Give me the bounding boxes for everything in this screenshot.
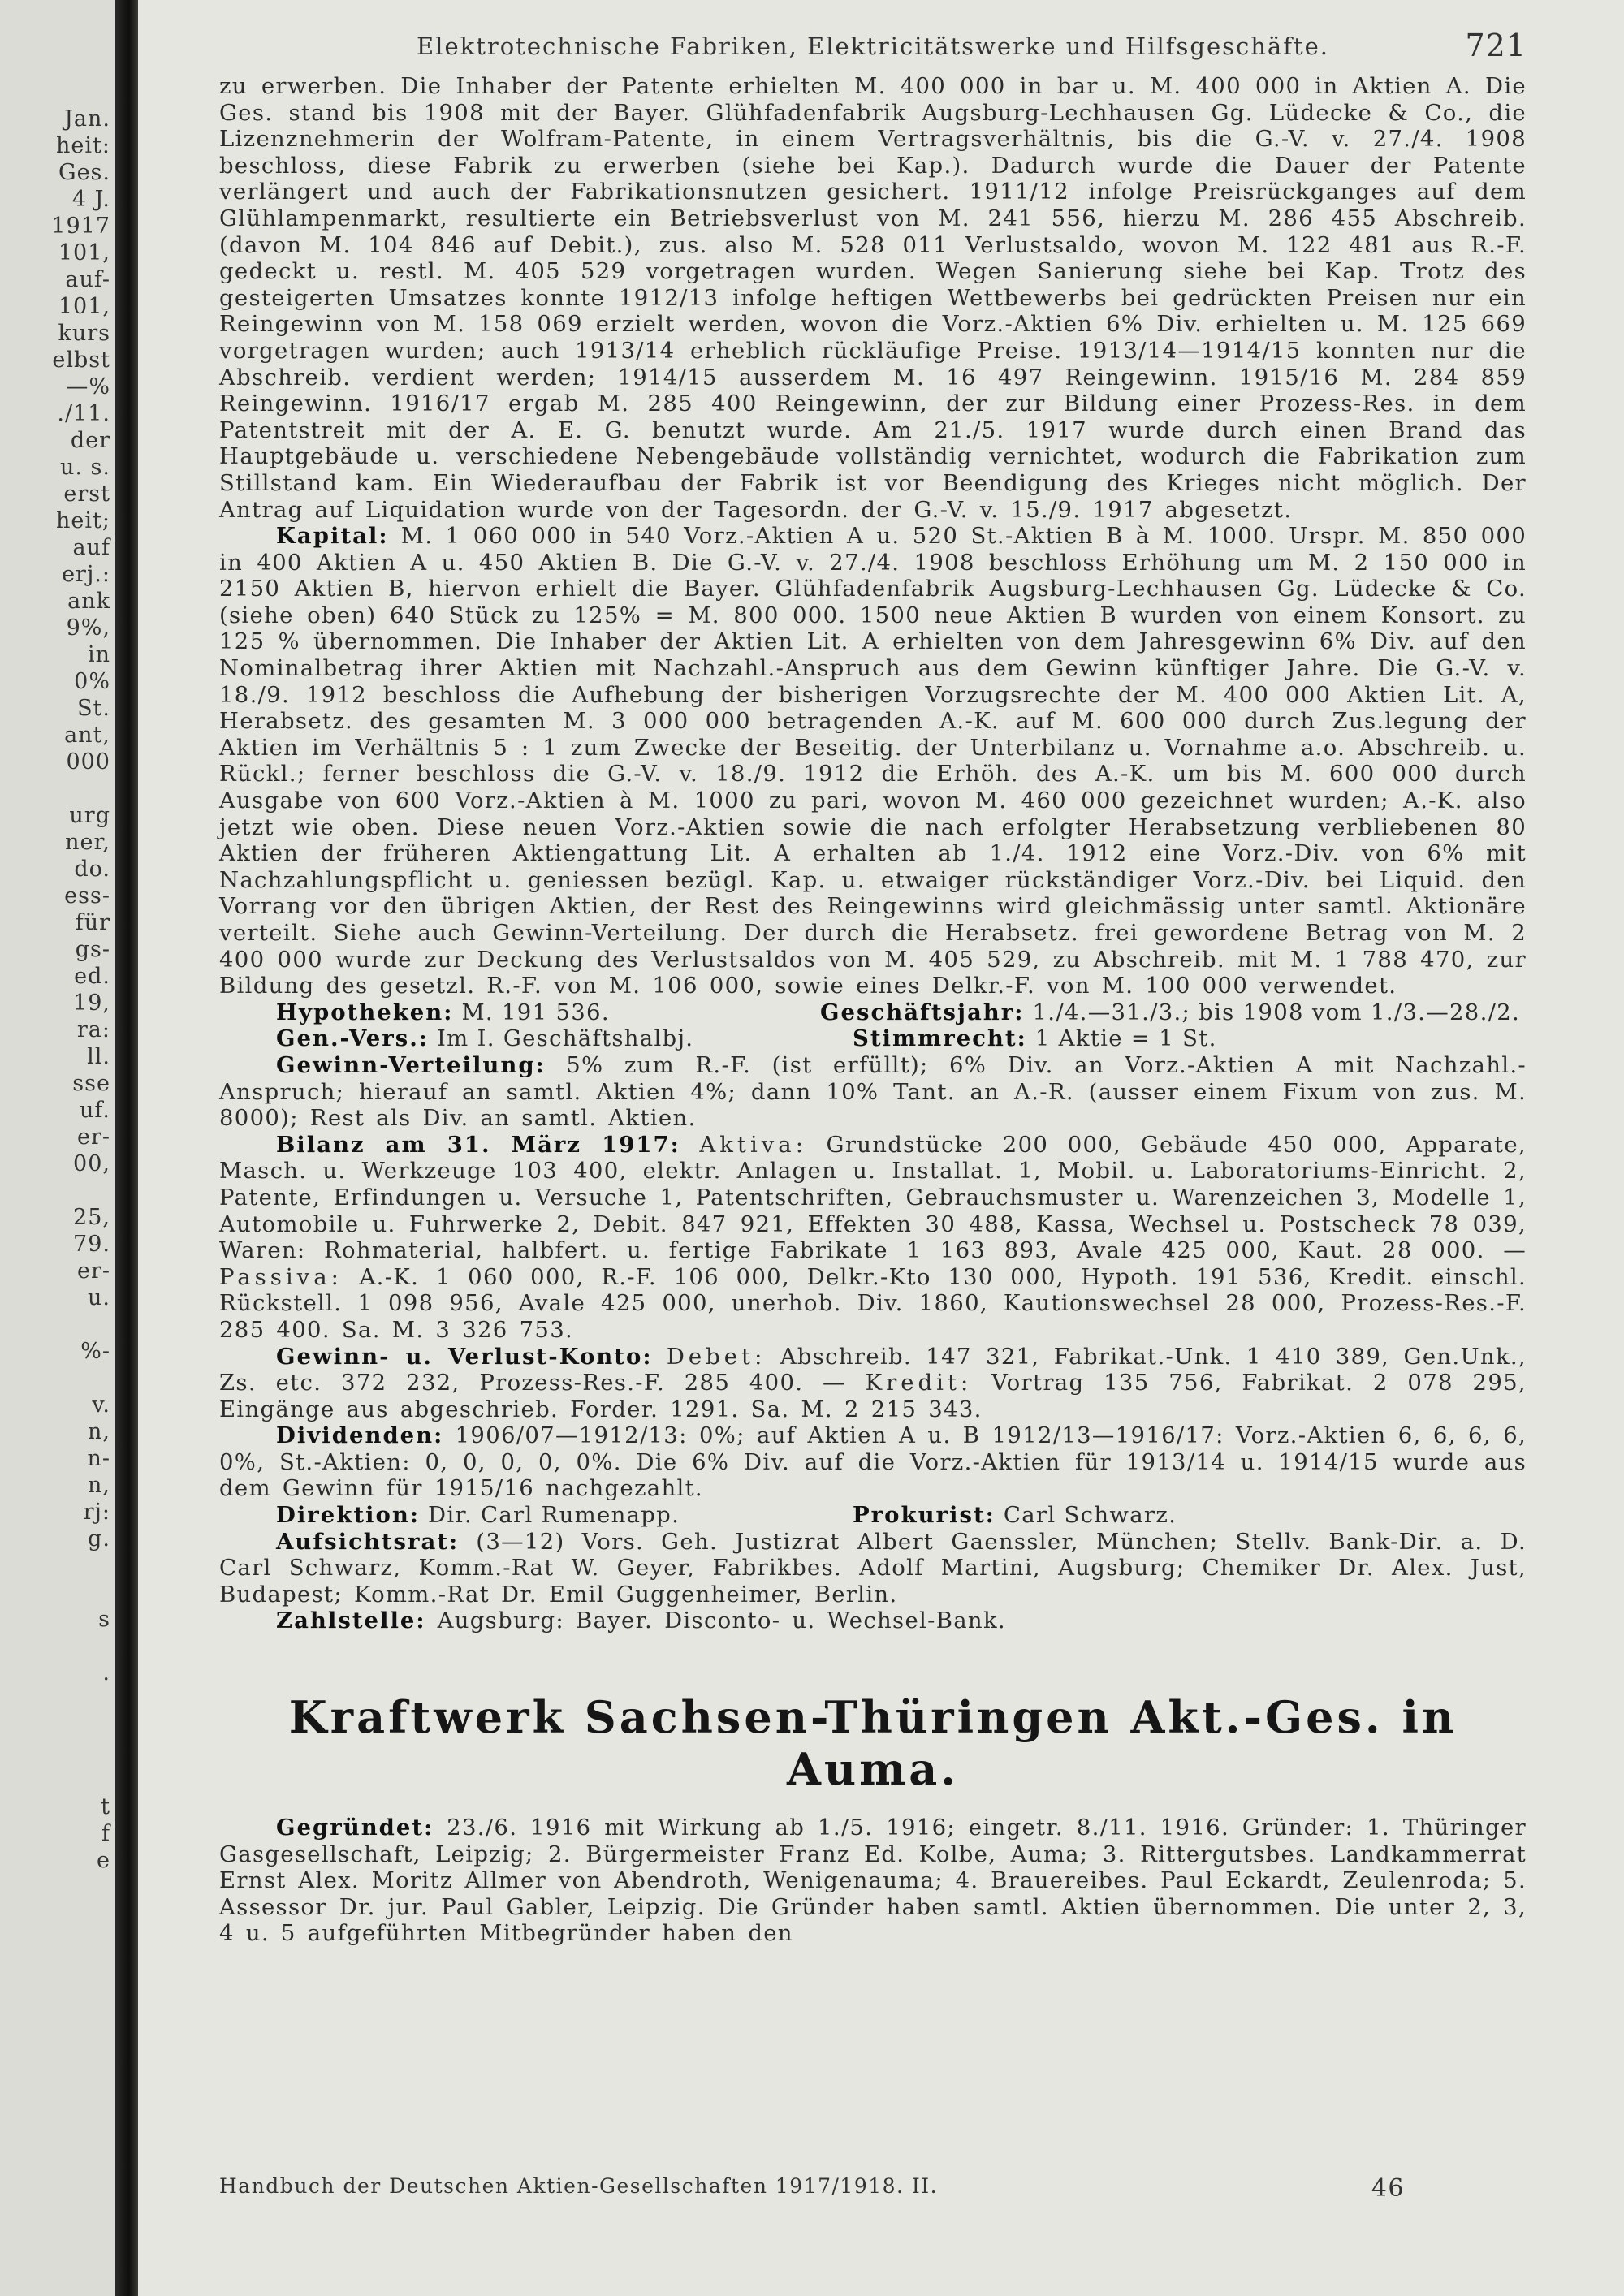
zahlstelle-section xyxy=(219,1608,1527,1634)
adjacent-text-fragment: auf xyxy=(72,535,110,560)
adjacent-text-fragment: er- xyxy=(76,1258,110,1284)
aufsichtsrat-text: (3—12) Vors. Geh. Justizrat Albert Gaenssler, München; Stellv. Bank-Dir. a. D. Carl Schwarz, Komm.-Rat W. Geyer, Fabrikbes. Adolf Martini, Augsburg; Chemiker Dr. Alex. Just, Budapest; Komm.-Rat Dr. Emil Guggenheimer, Berlin. xyxy=(219,1528,1527,1608)
bilanz-label: Bilanz am 31. März 1917: xyxy=(276,1131,680,1158)
adjacent-text-fragment: er- xyxy=(76,1124,110,1150)
adjacent-text-fragment: u. xyxy=(88,1285,110,1310)
genvers-text: Im I. Geschäftshalbj. xyxy=(437,1025,694,1052)
adjacent-text-fragment: urg xyxy=(69,803,110,828)
adjacent-text-fragment: 00, xyxy=(73,1151,110,1176)
adjacent-text-fragment: elbst xyxy=(52,347,110,373)
adjacent-text-fragment: sse xyxy=(72,1071,110,1096)
genvers-label: Gen.-Vers.: xyxy=(276,1025,429,1052)
adjacent-text-fragment: 1917 xyxy=(51,214,110,239)
dividenden-label: Dividenden: xyxy=(276,1422,444,1449)
adjacent-text-fragment: erst xyxy=(63,481,110,507)
adjacent-text-fragment: 25, xyxy=(73,1205,110,1230)
adjacent-text-fragment: in xyxy=(87,642,110,667)
dividenden-section xyxy=(219,1422,1527,1502)
prokurist-label: Prokurist: xyxy=(853,1502,996,1529)
adjacent-page-fragment xyxy=(0,0,115,2296)
bilanz-passiva-label: Passiva: xyxy=(219,1263,343,1290)
adjacent-text-fragment: kurs xyxy=(58,321,110,346)
adjacent-text-fragment: 19, xyxy=(73,990,110,1016)
direktion-label: Direktion: xyxy=(276,1502,420,1529)
adjacent-text-fragment: ant, xyxy=(64,723,110,748)
dividenden-text: 1906/07—1912/13: 0%; auf Aktien A u. B 1912/13—1916/17: Vorz.-Aktien 6, 6, 6, 6, 0%, St.-Aktien: 0, 0, 0, 0, 0%. Die 6% Div. auf die Vorz.-Aktien für 1913/14 u. 1914/15 wurde aus dem Gewinn für 1915/16 nachgezahlt. xyxy=(219,1422,1527,1502)
adjacent-text-fragment: s xyxy=(98,1607,110,1632)
adjacent-text-fragment: . xyxy=(102,1660,110,1685)
adjacent-text-fragment: n- xyxy=(87,1446,110,1471)
adjacent-text-fragment: 79. xyxy=(73,1232,110,1257)
adjacent-text-fragment: ed. xyxy=(74,964,110,989)
gegruendet-text: 23./6. 1916 mit Wirkung ab 1./5. 1916; eingetr. 8./11. 1916. Gründer: 1. Thüringer Gasgesellschaft, Leipzig; 2. Bürgermeister Franz Ed. Kolbe, Auma; 3. Rittergutsbes. Landkammerrat Ernst Alex. Moritz Allmer von Abendroth, Wenigenauma; 4. Brauereibes. Paul Eckardt, Zeulenroda; 5. Assessor Dr. jur. Paul Gabler, Leipzig. Die Gründer haben samtl. Aktien übernommen. Die unter 2, 3, 4 u. 5 aufgeführten Mitbegründer haben den xyxy=(219,1815,1527,1947)
guv-debet-text: Abschreib. 147 321, Fabrikat.-Unk. 1 410 389, Gen.Unk., Zs. etc. 372 232, Prozess-Res.-F. 285 400. — xyxy=(219,1343,1527,1396)
document-page xyxy=(138,0,1624,2296)
adjacent-text-fragment: e xyxy=(97,1848,110,1873)
aufsichtsrat-label: Aufsichtsrat: xyxy=(276,1528,460,1555)
page-number: 721 xyxy=(1465,28,1527,63)
aufsichtsrat-section xyxy=(219,1529,1527,1608)
bilanz-passiva-text: A.-K. 1 060 000, R.-F. 106 000, Delkr.-Kto 130 000, Hypoth. 191 536, Kredit. einschl. Rückstell. 1 098 956, Avale 425 000, unerhob. Div. 1860, Kautionswechsel 28 000, Prozess-Res.-F. 285 400. Sa. M. 3 326 753. xyxy=(219,1263,1527,1343)
adjacent-text-fragment: do. xyxy=(74,857,110,882)
adjacent-text-fragment: n, xyxy=(88,1473,110,1498)
gegruendet-section xyxy=(219,1815,1527,1947)
adjacent-text-fragment: auf- xyxy=(65,267,110,292)
adjacent-text-fragment: der xyxy=(70,428,110,453)
adjacent-text-fragment: heit: xyxy=(56,133,110,158)
adjacent-text-fragment: heit; xyxy=(56,508,110,533)
company-title: Kraftwerk Sachsen-Thüringen Akt.-Ges. in Auma. xyxy=(288,1691,1458,1796)
guv-kredit-label: Kredit: xyxy=(865,1370,973,1396)
page-content xyxy=(219,28,1527,1947)
running-title: Elektrotechnische Fabriken, Elektricitätswerke und Hilfsgeschäfte. xyxy=(417,32,1329,60)
book-gutter xyxy=(115,0,138,2296)
adjacent-text-fragment: %- xyxy=(80,1339,110,1364)
direktion-prokurist-row xyxy=(219,1502,1527,1529)
gegruendet-label: Gegründet: xyxy=(276,1815,434,1841)
bilanz-aktiva-label: Aktiva: xyxy=(699,1131,807,1158)
adjacent-text-fragment: 101, xyxy=(58,240,110,265)
gewinnverteilung-label: Gewinn-Verteilung: xyxy=(276,1051,546,1078)
adjacent-text-fragment: ner, xyxy=(65,830,110,855)
footer-page-number: 46 xyxy=(1371,2174,1405,2203)
gewinnverteilung-text: 5% zum R.-F. (ist erfüllt); 6% Div. an Vorz.-Aktien A mit Nachzahl.-Anspruch; hierauf an samtl. Aktien 4%; dann 10% Tant. an A.-R. (ausser einem Fixum von zus. M. 8000); Rest als Div. an samtl. Aktien. xyxy=(219,1051,1527,1132)
adjacent-text-fragment: u. s. xyxy=(60,455,110,480)
bilanz-section xyxy=(219,1132,1527,1344)
adjacent-text-fragment: ank xyxy=(67,589,110,614)
hypotheken-geschaeftsjahr-row xyxy=(219,999,1527,1026)
genvers-stimmrecht-row xyxy=(219,1025,1527,1052)
adjacent-text-fragment: erj.: xyxy=(62,562,110,587)
adjacent-text-fragment: ./11. xyxy=(57,401,110,426)
page-footer xyxy=(219,2174,1527,2203)
adjacent-text-fragment: 0% xyxy=(74,669,110,694)
adjacent-text-fragment: rj: xyxy=(83,1500,110,1525)
adjacent-text-fragment: v. xyxy=(92,1392,110,1418)
adjacent-text-fragment: 000 xyxy=(66,749,110,775)
kapital-label: Kapital: xyxy=(276,523,389,550)
adjacent-text-fragment: g. xyxy=(88,1526,110,1552)
adjacent-text-fragment: 9%, xyxy=(66,615,110,641)
adjacent-text-fragment: —% xyxy=(66,374,110,399)
hypotheken-label: Hypotheken: xyxy=(276,999,454,1025)
intro-paragraph: zu erwerben. Die Inhaber der Patente erhielten M. 400 000 in bar u. M. 400 000 in Aktien A. Die Ges. stand bis 1908 mit der Bayer. Glühfadenfabrik Augsburg-Lechhausen Gg. Lüdecke & Co., die Lizenznehmerin der Wolfram-Patente, in einem Vertragsverhältnis, bis die G.-V. v. 27./4. 1908 beschloss, diese Fabrik zu erwerben (siehe bei Kap.). Dadurch wurde die Dauer der Patente verlängert und auch der Fabrikationsnutzen gesichert. 1911/12 infolge Preisrückganges auf dem Glühlampenmarkt, resultierte ein Betriebsverlust von M. 241 556, hierzu M. 286 455 Abschreib. (davon M. 104 846 auf Debit.), zus. also M. 528 011 Verlustsaldo, wovon M. 122 481 aus R.-F. gedeckt u. restl. M. 405 529 vorgetragen wurden. Wegen Sanierung siehe bei Kap. Trotz des gesteigerten Umsatzes konnte 1912/13 infolge heftigen Wettbewerbs bei gedrückten Preisen nur ein Reingewinn von M. 158 069 erzielt werden, wovon die Vorz.-Aktien 6% Div. erhielten u. M. 125 669 vorgetragen wurden; auch 1913/14 erheblich rückläufige Preise. 1913/14—1914/15 konnten nur die Abschreib. verdient werden; 1914/15 ausserdem M. 16 497 Reingewinn. 1915/16 M. 284 859 Reingewinn. 1916/17 ergab M. 285 400 Reingewinn, der zur Bildung einer Prozess-Res. in dem Patentstreit mit der A. E. G. benutzt wurde. Am 21./5. 1917 wurde durch einen Brand das Hauptgebäude u. verschiedene Nebengebäude vollständig vernichtet, wodurch die Fabrikation zum Stillstand kam. Ein Wiederaufbau der Fabrik ist vor Beendigung des Krieges nicht möglich. Der Antrag auf Liquidation wurde von der Tagesordn. der G.-V. v. 15./9. 1917 abgesetzt. xyxy=(219,73,1527,523)
adjacent-text-fragment: für xyxy=(75,910,110,935)
zahlstelle-label: Zahlstelle: xyxy=(276,1608,426,1634)
running-header xyxy=(219,28,1527,73)
kapital-text: M. 1 060 000 in 540 Vorz.-Aktien A u. 520 St.-Aktien B à M. 1000. Urspr. M. 850 000 in 400 Aktien A u. 450 Aktien B. Die G.-V. v. 27./4. 1908 beschloss Erhöhung um M. 2 150 000 in 2150 Aktien B, hiervon erhielt die Bayer. Glühfadenfabrik Augsburg-Lechhausen Gg. Lüdecke & Co. (siehe oben) 640 Stück zu 125% = M. 800 000. 1500 neue Aktien B wurden von einem Konsort. zu 125 % übernommen. Die Inhaber der Aktien Lit. A erhielten von dem Jahresgewinn 6% Div. auf den Nominalbetrag ihrer Aktien mit Nachzahl.-Anspruch aus dem Gewinn künftiger Jahre. Die G.-V. v. 18./9. 1912 beschloss die Aufhebung der bisherigen Vorzugsrechte der M. 400 000 Aktien Lit. A, Herabsetz. des gesamten M. 3 000 000 betragenden A.-K. auf M. 600 000 durch Zus.legung der Aktien im Verhältnis 5 : 1 zum Zwecke der Beseitig. der Unterbilanz u. Vornahme a.o. Abschreib. u. Rückl.; ferner beschloss die G.-V. v. 18./9. 1912 die Erhöh. des A.-K. um bis M. 600 000 durch Ausgabe von 600 Vorz.-Aktien à M. 1000 zu pari, wovon M. 460 000 gezeichnet wurden; A.-K. also jetzt wie oben. Diese neuen Vorz.-Aktien sowie die nach erfolgter Herabsetzung verbliebenen 80 Aktien der früheren Aktiengattung Lit. A erhalten ab 1./4. 1912 eine Vorz.-Div. von 6% mit Nachzahlungspflicht u. geniessen bezügl. Kap. u. etwaiger rückständiger Vorz.-Div. bei Liquid. den Vorrang vor den übrigen Aktien, der Rest des Reingewinns wird gleichmässig unter samtl. Aktionäre verteilt. Siehe auch Gewinn-Verteilung. Der durch die Herabsetz. frei gewordene Betrag von M. 2 400 000 wurde zur Deckung des Verlustsaldos von M. 405 529, zu Abschreib. mit M. 1 788 470, zur Bildung des gesetzl. R.-F. von M. 106 000, sowie eines Delkr.-F. von M. 100 000 verwendet. xyxy=(219,523,1527,999)
gewinnverteilung-section xyxy=(219,1052,1527,1132)
adjacent-text-fragment: ra: xyxy=(76,1017,110,1042)
adjacent-text-fragment: Jan. xyxy=(64,106,110,132)
geschaeftsjahr-label: Geschäftsjahr: xyxy=(820,999,1025,1025)
guv-section xyxy=(219,1344,1527,1423)
adjacent-text-fragment: gs- xyxy=(75,937,110,962)
direktion-text: Dir. Carl Rumenapp. xyxy=(428,1502,680,1529)
adjacent-text-fragment: ess- xyxy=(64,883,110,908)
guv-debet-label: Debet: xyxy=(666,1343,767,1370)
adjacent-text-fragment: St. xyxy=(77,696,110,721)
kapital-section xyxy=(219,523,1527,999)
adjacent-text-fragment: n, xyxy=(88,1419,110,1444)
footer-text: Handbuch der Deutschen Aktien-Gesellschaften 1917/1918. II. xyxy=(219,2174,939,2198)
bilanz-aktiva-text: Grundstücke 200 000, Gebäude 450 000, Apparate, Masch. u. Werkzeuge 103 400, elektr. Anlagen u. Installat. 1, Mobil. u. Laboratoriums-Einricht. 2, Patente, Erfindungen u. Versuche 1, Patentschriften, Gebrauchsmuster u. Warenzeichen 3, Modelle 1, Automobile u. Fuhrwerke 2, Debit. 847 921, Effekten 30 488, Kassa, Wechsel u. Postscheck 78 039, Waren: Rohmaterial, halbfert. u. fertige Fabrikate 1 163 893, Avale 425 000, Kaut. 28 000. — xyxy=(219,1131,1527,1264)
adjacent-text-fragment: 101, xyxy=(58,294,110,319)
guv-kredit-text: Vortrag 135 756, Fabrikat. 2 078 295, Eingänge aus abgeschrieb. Forder. 1291. Sa. M. 2 215 343. xyxy=(219,1370,1527,1422)
adjacent-text-fragment: 4 J. xyxy=(71,187,110,212)
zahlstelle-text: Augsburg: Bayer. Disconto- u. Wechsel-Bank. xyxy=(437,1608,1006,1634)
geschaeftsjahr-text: 1./4.—31./3.; bis 1908 vom 1./3.—28./2. xyxy=(1032,999,1521,1025)
prokurist-text: Carl Schwarz. xyxy=(1003,1502,1177,1529)
adjacent-text-fragment: ll. xyxy=(87,1044,110,1069)
adjacent-text-fragment: t xyxy=(101,1794,110,1819)
guv-label: Gewinn- u. Verlust-Konto: xyxy=(276,1343,653,1370)
adjacent-text-fragment: f xyxy=(102,1821,110,1846)
stimmrecht-text: 1 Aktie = 1 St. xyxy=(1034,1025,1217,1052)
adjacent-text-fragment: Ges. xyxy=(58,160,110,185)
stimmrecht-label: Stimmrecht: xyxy=(853,1025,1027,1052)
hypotheken-text: M. 191 536. xyxy=(461,999,610,1025)
adjacent-text-fragment: uf. xyxy=(79,1098,110,1123)
